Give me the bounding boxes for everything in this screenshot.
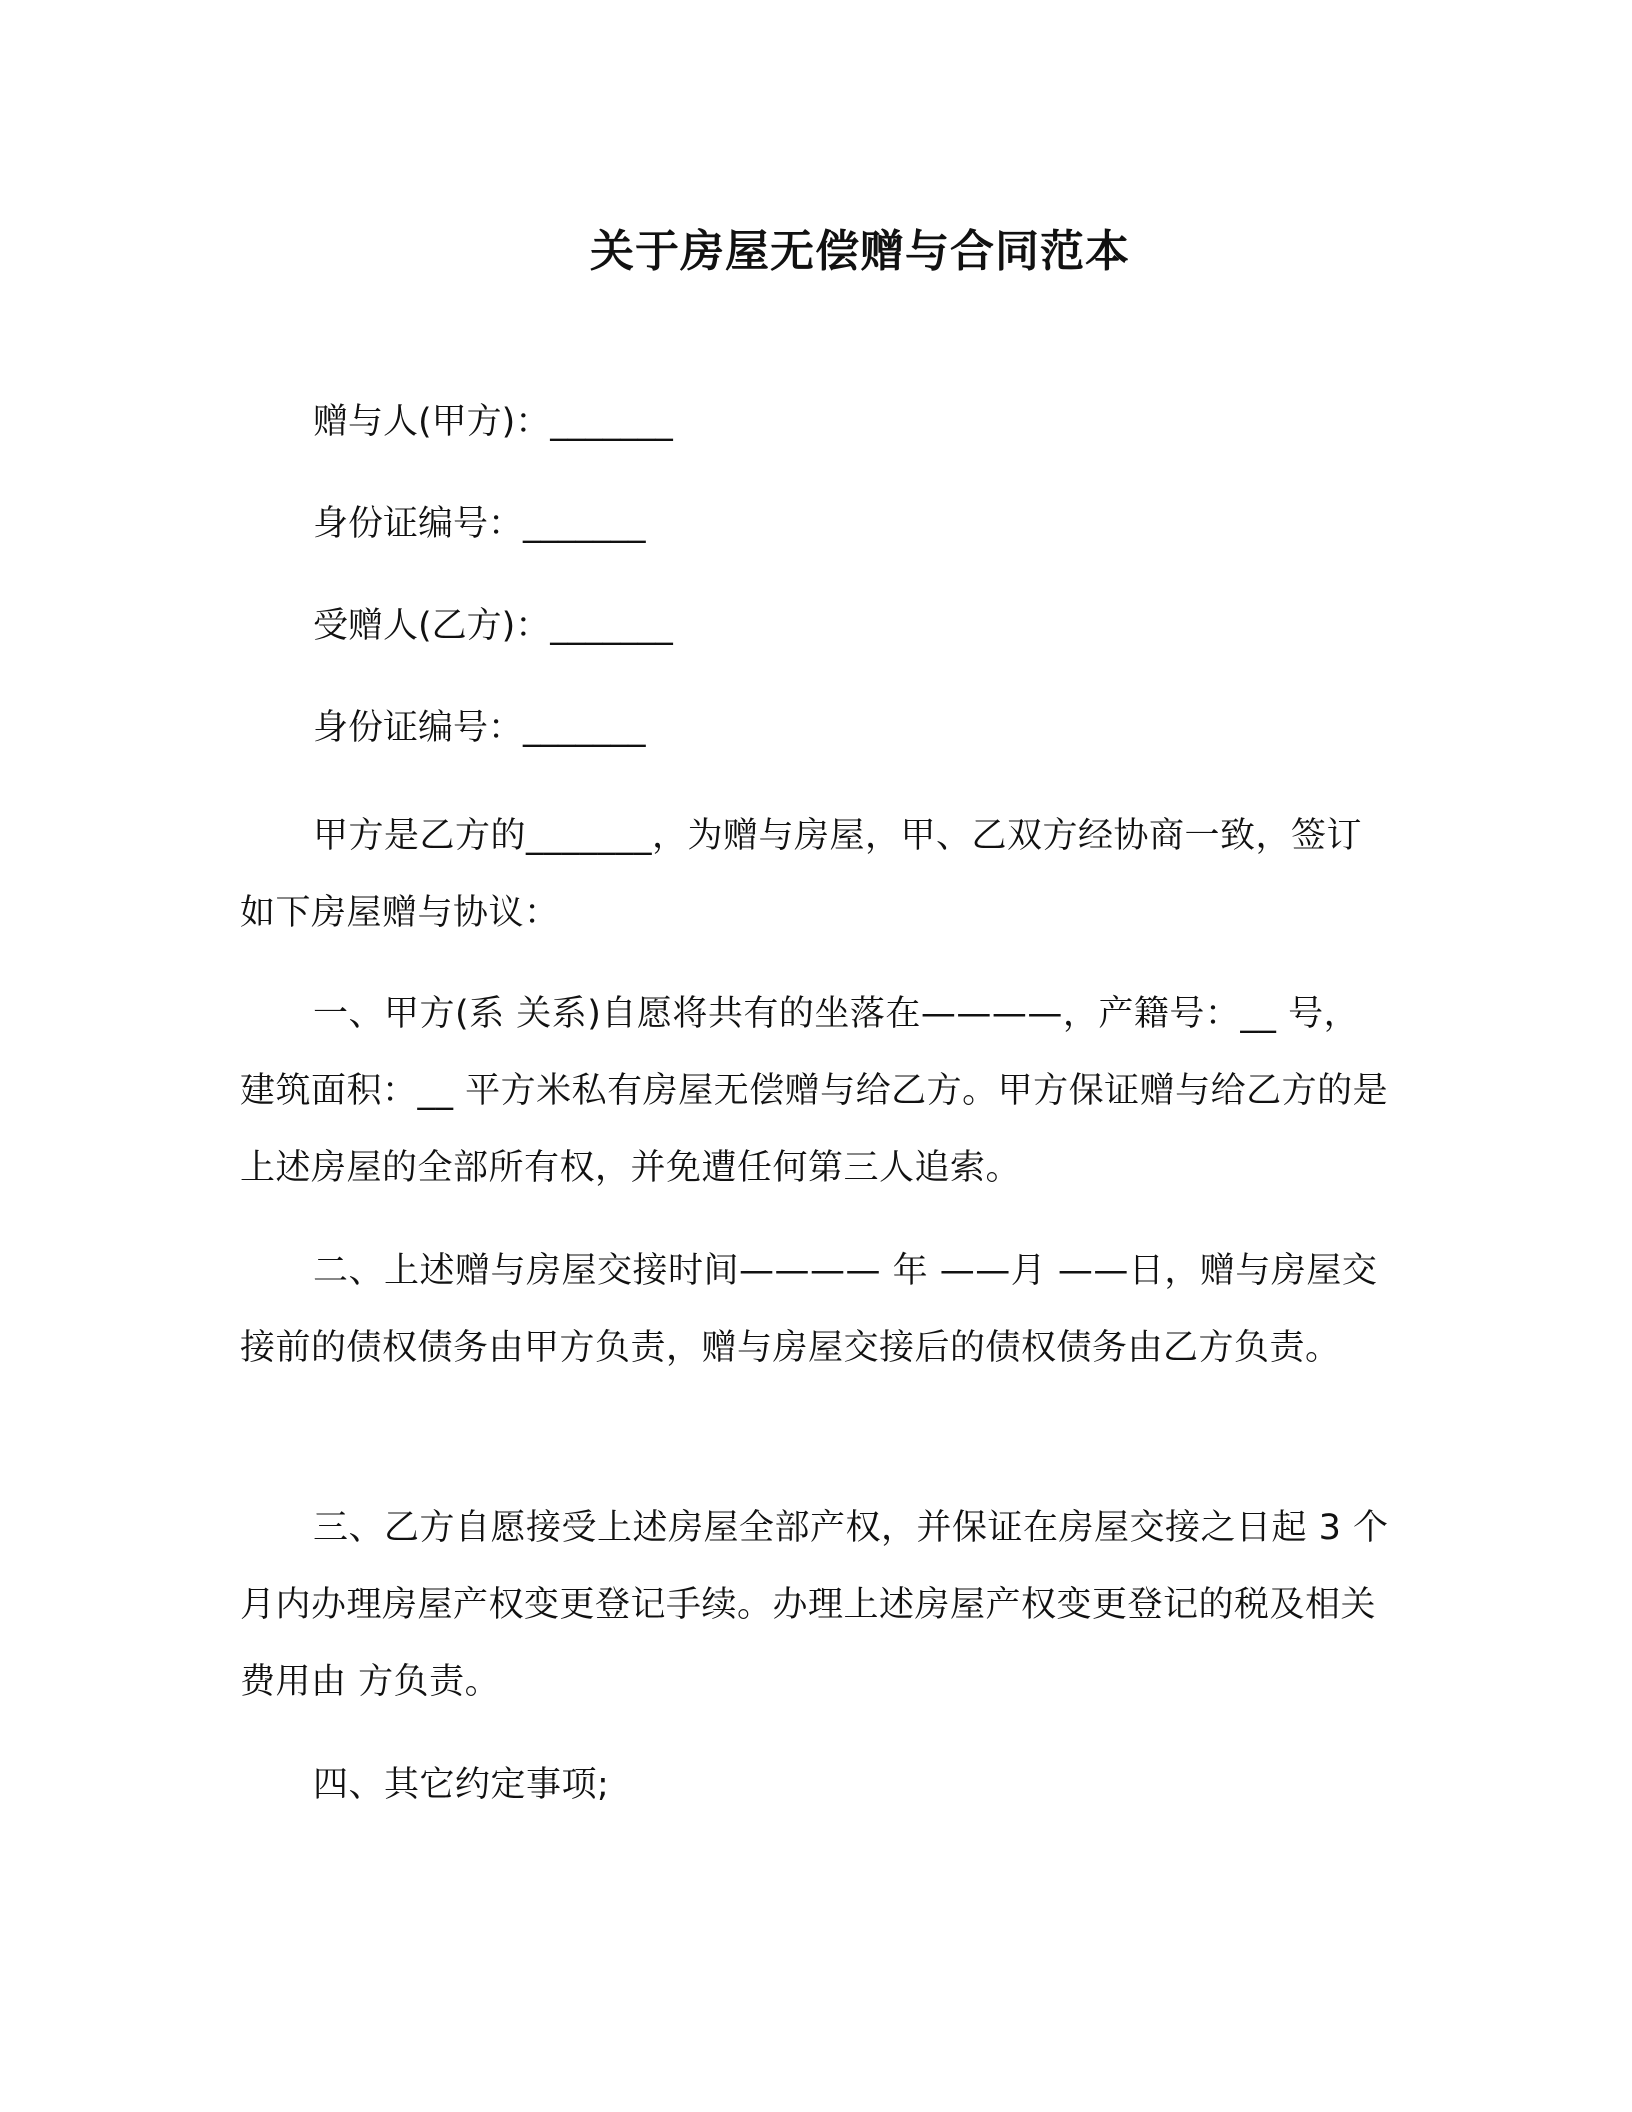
clause-three (240, 1490, 1390, 1721)
donor-field: 赠与人(甲方)：_______ (313, 402, 673, 442)
clause-two-text: 二、上述赠与房屋交接时间———— 年 ——月 ——日，赠与房屋交接前的债权债务由甲方负责，赠与房屋交接后的债权债务由乙方负责。 (240, 1251, 1378, 1368)
donor-id-field: 身份证编号：_______ (313, 504, 646, 544)
intro-paragraph-text: 甲方是乙方的_______，为赠与房屋，甲、乙双方经协商一致，签订如下房屋赠与协议： (240, 816, 1363, 933)
clause-two (240, 1233, 1390, 1387)
document-title: 关于房屋无偿赠与合同范本 (590, 226, 1130, 277)
clause-one (240, 976, 1390, 1207)
intro-paragraph (240, 798, 1390, 952)
clause-four-text: 四、其它约定事项; (313, 1765, 610, 1805)
clause-one-text: 一、甲方(系 关系)自愿将共有的坐落在————，产籍号：__ 号，建筑面积：__ 平方米私有房屋无偿赠与给乙方。甲方保证赠与给乙方的是上述房屋的全部所有权，并免遭任何第三人追索。 (240, 994, 1389, 1188)
clause-three-text: 三、乙方自愿接受上述房屋全部产权，并保证在房屋交接之日起 3 个月内办理房屋产权变更登记手续。办理上述房屋产权变更登记的税及相关费用由 方负责。 (240, 1508, 1389, 1702)
donee-field: 受赠人(乙方)：_______ (313, 606, 673, 646)
donee-id-field: 身份证编号：_______ (313, 708, 646, 748)
clause-four (240, 1747, 1390, 1824)
